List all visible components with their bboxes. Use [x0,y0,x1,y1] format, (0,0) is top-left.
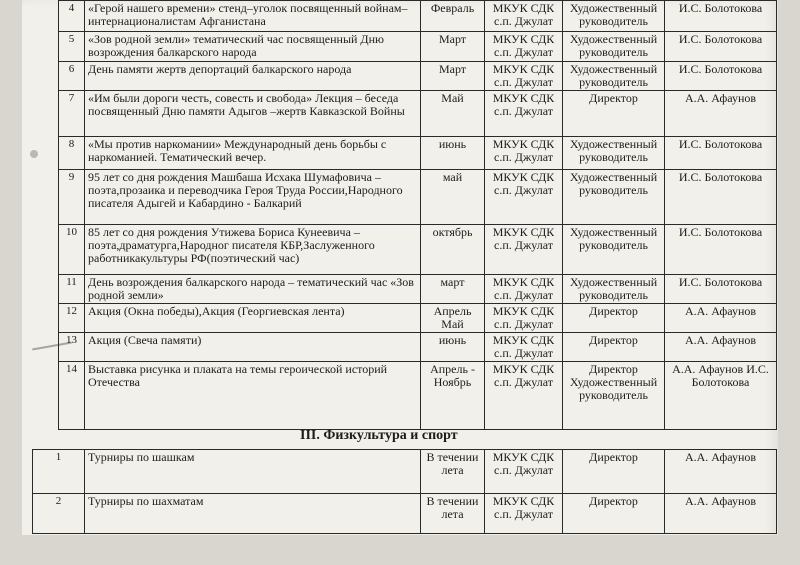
event-date: июнь [421,333,485,362]
event-date: Апрель - Ноябрь [421,362,485,430]
sports-table [32,449,777,534]
responsible-position: Директор [563,304,665,333]
row-number: 10 [59,225,85,275]
event-place: МКУК СДК с.п. Джулат [485,304,563,333]
responsible-position: Директор [563,91,665,137]
responsible-person: И.С. Болотокова [665,170,777,225]
responsible-position: Художественный руководитель [563,137,665,170]
event-date: Февраль [421,1,485,32]
row-number: 9 [59,170,85,225]
section-title: III. Физкультура и спорт [300,428,458,443]
table-row [33,450,777,494]
responsible-position: Художественный руководитель [563,32,665,62]
event-date: Март [421,62,485,91]
event-place: МКУК СДК с.п. Джулат [485,32,563,62]
event-title: Турниры по шахматам [85,494,421,534]
responsible-position: Директор [563,494,665,534]
event-place: МКУК СДК с.п. Джулат [485,275,563,304]
event-place: МКУК СДК с.п. Джулат [485,225,563,275]
responsible-position: Художественный руководитель [563,170,665,225]
event-title: «Мы против наркомании» Международный день борьбы с наркоманией. Тематический вечер. [85,137,421,170]
event-place: МКУК СДК с.п. Джулат [485,170,563,225]
table-row [59,91,777,137]
row-number: 11 [59,275,85,304]
row-number: 8 [59,137,85,170]
event-date: В течении лета [421,494,485,534]
event-date: октябрь [421,225,485,275]
table-row [59,137,777,170]
responsible-person: И.С. Болотокова [665,275,777,304]
responsible-position: Художественный руководитель [563,225,665,275]
table-row [33,494,777,534]
event-place: МКУК СДК с.п. Джулат [485,333,563,362]
event-title: Выставка рисунка и плаката на темы героической историй Отечества [85,362,421,430]
responsible-person: А.А. Афаунов [665,494,777,534]
event-title: «Зов родной земли» тематический час посвященный Дню возрождения балкарского народа [85,32,421,62]
table-row [59,62,777,91]
event-title: День возрождения балкарского народа – тематический час «Зов родной земли» [85,275,421,304]
event-title: Акция (Окна победы),Акция (Георгиевская лента) [85,304,421,333]
responsible-position: Директор [563,333,665,362]
row-number: 7 [59,91,85,137]
responsible-person: И.С. Болотокова [665,225,777,275]
responsible-person: А.А. Афаунов [665,450,777,494]
responsible-person: И.С. Болотокова [665,1,777,32]
responsible-position: Директор Художественный руководитель [563,362,665,430]
table-row [59,304,777,333]
responsible-person: А.А. Афаунов [665,304,777,333]
event-title: 95 лет со дня рождения Машбаша Исхака Шумафовича – поэта,прозаика и переводчика Героя Труда России,Народного писателя Адыгей и Кабардино - Балкарий [85,170,421,225]
event-title: «Герой нашего времени» стенд–уголок посвященный войнам–интернационалистам Афганистана [85,1,421,32]
event-date: июнь [421,137,485,170]
event-title: «Им были дороги честь, совесть и свобода» Лекция – беседа посвященный Дню памяти Адыгов –жертв Кавказской Войны [85,91,421,137]
responsible-position: Художественный руководитель [563,62,665,91]
responsible-position: Директор [563,450,665,494]
event-date: В течении лета [421,450,485,494]
binding-hole [30,150,38,158]
table-row [59,333,777,362]
events-table [58,0,777,430]
event-date: май [421,170,485,225]
event-place: МКУК СДК с.п. Джулат [485,362,563,430]
event-place: МКУК СДК с.п. Джулат [485,494,563,534]
event-title: Акция (Свеча памяти) [85,333,421,362]
table-row [59,362,777,430]
responsible-person: А.А. Афаунов [665,91,777,137]
row-number: 1 [33,450,85,494]
table-row [59,275,777,304]
responsible-person: И.С. Болотокова [665,137,777,170]
responsible-person: И.С. Болотокова [665,32,777,62]
table-row [59,1,777,32]
responsible-person: А.А. Афаунов [665,333,777,362]
table-row [59,32,777,62]
responsible-person: И.С. Болотокова [665,62,777,91]
table-row [59,225,777,275]
event-place: МКУК СДК с.п. Джулат [485,450,563,494]
event-date: март [421,275,485,304]
event-place: МКУК СДК с.п. Джулат [485,91,563,137]
event-place: МКУК СДК с.п. Джулат [485,1,563,32]
row-number: 13 [59,333,85,362]
row-number: 4 [59,1,85,32]
event-title: Турниры по шашкам [85,450,421,494]
row-number: 6 [59,62,85,91]
event-title: 85 лет со дня рождения Утижева Бориса Кунеевича – поэта,драматурга,Народног писателя КБР,Заслуженного работникакультуры РФ(поэтический час) [85,225,421,275]
responsible-position: Художественный руководитель [563,275,665,304]
responsible-position: Художественный руководитель [563,1,665,32]
event-place: МКУК СДК с.п. Джулат [485,62,563,91]
table-row [59,170,777,225]
responsible-person: А.А. Афаунов И.С. Болотокова [665,362,777,430]
event-date: Март [421,32,485,62]
event-date: Апрель Май [421,304,485,333]
event-title: День памяти жертв депортаций балкарского народа [85,62,421,91]
page-bottom-shadow [22,535,778,565]
row-number: 5 [59,32,85,62]
event-date: Май [421,91,485,137]
event-place: МКУК СДК с.п. Джулат [485,137,563,170]
row-number: 2 [33,494,85,534]
row-number: 12 [59,304,85,333]
row-number: 14 [59,362,85,430]
